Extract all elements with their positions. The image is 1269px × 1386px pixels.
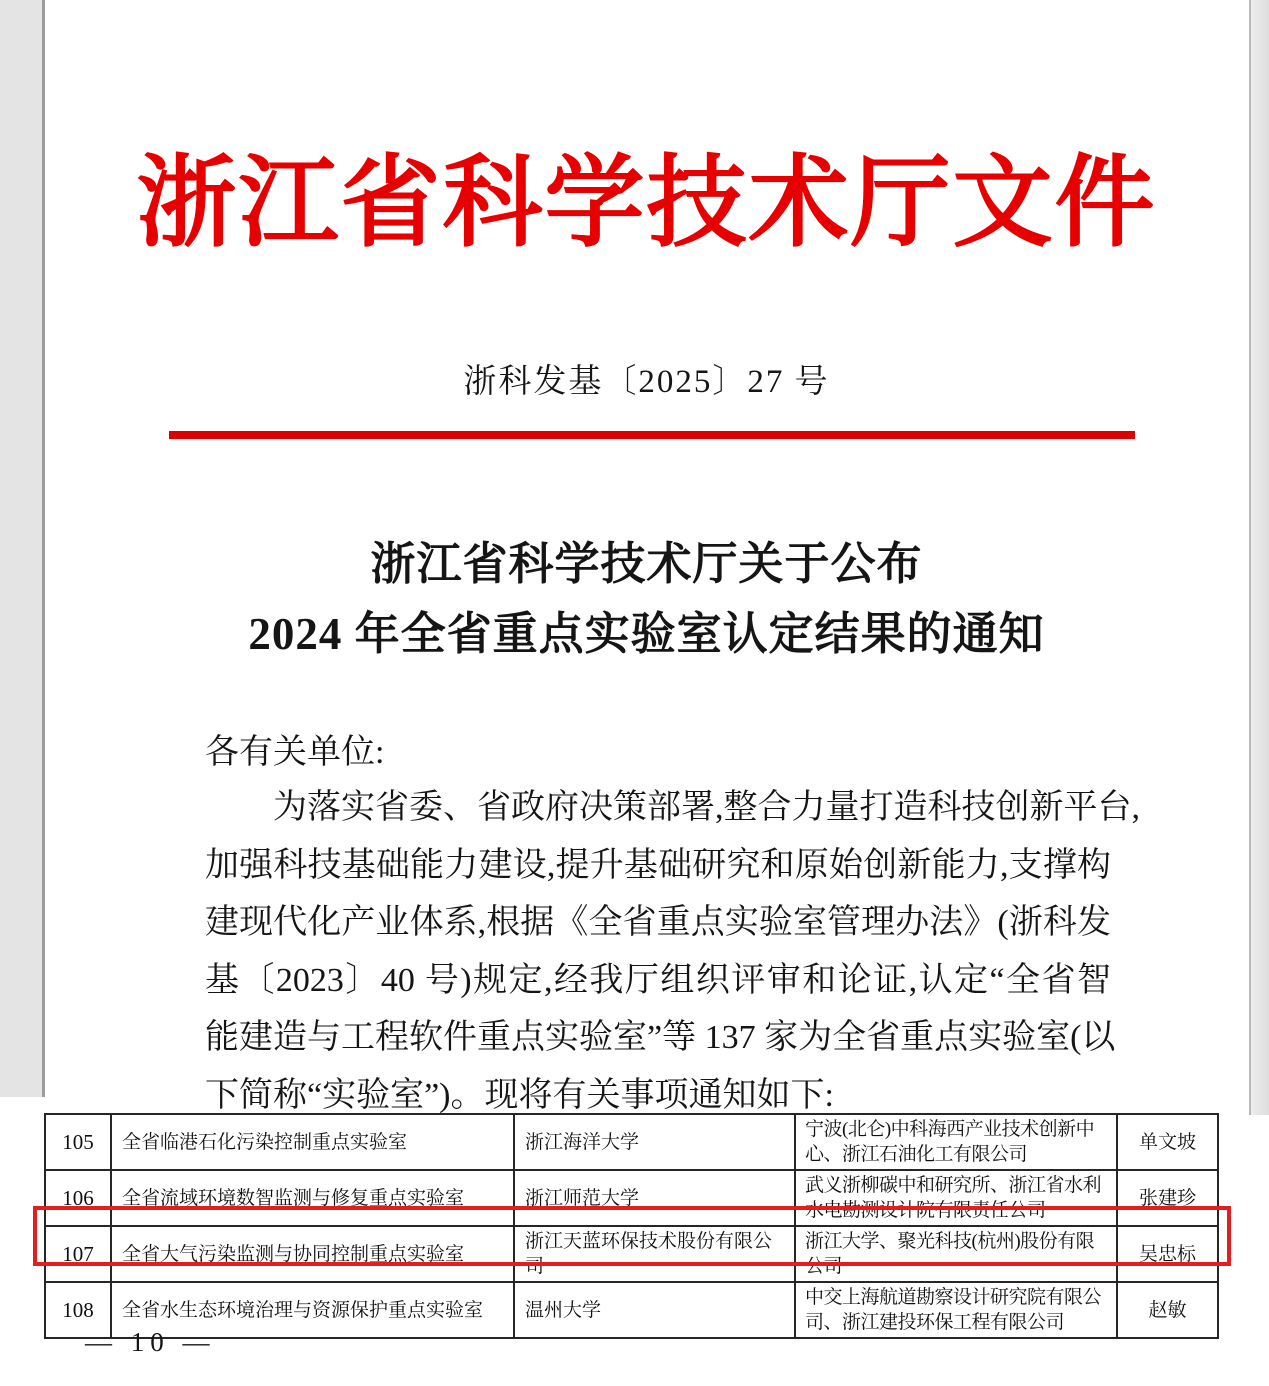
right-page-margin <box>1249 0 1269 1115</box>
cell-director: 赵敏 <box>1117 1282 1218 1338</box>
cell-institution: 浙江天蓝环保技术股份有限公司 <box>514 1226 795 1282</box>
body-line: 能建造与工程软件重点实验室”等 137 家为全省重点实验室(以 <box>205 1019 1116 1056</box>
cell-row-number: 107 <box>45 1226 111 1282</box>
cell-row-number: 106 <box>45 1170 111 1226</box>
salutation: 各有关单位: <box>205 734 385 771</box>
cell-director: 吴忠标 <box>1117 1226 1218 1282</box>
cell-director: 单文坡 <box>1117 1114 1218 1170</box>
document-number: 浙科发基〔2025〕27 号 <box>463 364 830 400</box>
cell-lab-name: 全省大气污染监测与协同控制重点实验室 <box>111 1226 514 1282</box>
cell-row-number: 105 <box>45 1114 111 1170</box>
cell-partners: 浙江大学、聚光科技(杭州)股份有限公司 <box>795 1226 1117 1282</box>
cell-row-number: 108 <box>45 1282 111 1338</box>
cell-institution: 浙江海洋大学 <box>514 1114 795 1170</box>
red-divider-line <box>169 431 1135 439</box>
notice-title-line1: 浙江省科学技术厅关于公布 <box>370 539 923 589</box>
left-page-margin <box>0 0 45 1097</box>
body-line: 建现代化产业体系,根据《全省重点实验室管理办法》(浙科发 <box>205 904 1111 941</box>
table-row <box>45 1114 1218 1170</box>
cell-director: 张建珍 <box>1117 1170 1218 1226</box>
body-line: 下简称“实验室”)。现将有关事项通知如下: <box>205 1076 834 1114</box>
cell-partners: 武义浙柳碳中和研究所、浙江省水利水电勘测设计院有限责任公司 <box>795 1170 1117 1226</box>
body-line: 加强科技基础能力建设,提升基础研究和原始创新能力,支撑构 <box>205 846 1111 884</box>
document-header-title: 浙江省科学技术厅文件 <box>136 148 1157 259</box>
notice-title-line2: 2024 年全省重点实验室认定结果的通知 <box>248 609 1045 659</box>
table-row <box>45 1282 1218 1338</box>
cell-partners: 中交上海航道勘察设计研究院有限公司、浙江建投环保工程有限公司 <box>795 1282 1117 1338</box>
body-line: 基〔2023〕40 号)规定,经我厅组织评审和论证,认定“全省智 <box>205 961 1111 999</box>
cell-institution: 温州大学 <box>514 1282 795 1338</box>
cell-partners: 宁波(北仑)中科海西产业技术创新中心、浙江石油化工有限公司 <box>795 1114 1117 1170</box>
cell-lab-name: 全省流域环境数智监测与修复重点实验室 <box>111 1170 514 1226</box>
page-number: — 10 — <box>85 1327 216 1357</box>
body-paragraph <box>205 779 1140 1124</box>
cell-institution: 浙江师范大学 <box>514 1170 795 1226</box>
cell-lab-name: 全省临港石化污染控制重点实验室 <box>111 1114 514 1170</box>
cell-lab-name: 全省水生态环境治理与资源保护重点实验室 <box>111 1282 514 1338</box>
body-line: 为落实省委、省政府决策部署,整合力量打造科技创新平台, <box>205 789 1140 826</box>
highlight-annotation-box <box>33 1206 1231 1266</box>
